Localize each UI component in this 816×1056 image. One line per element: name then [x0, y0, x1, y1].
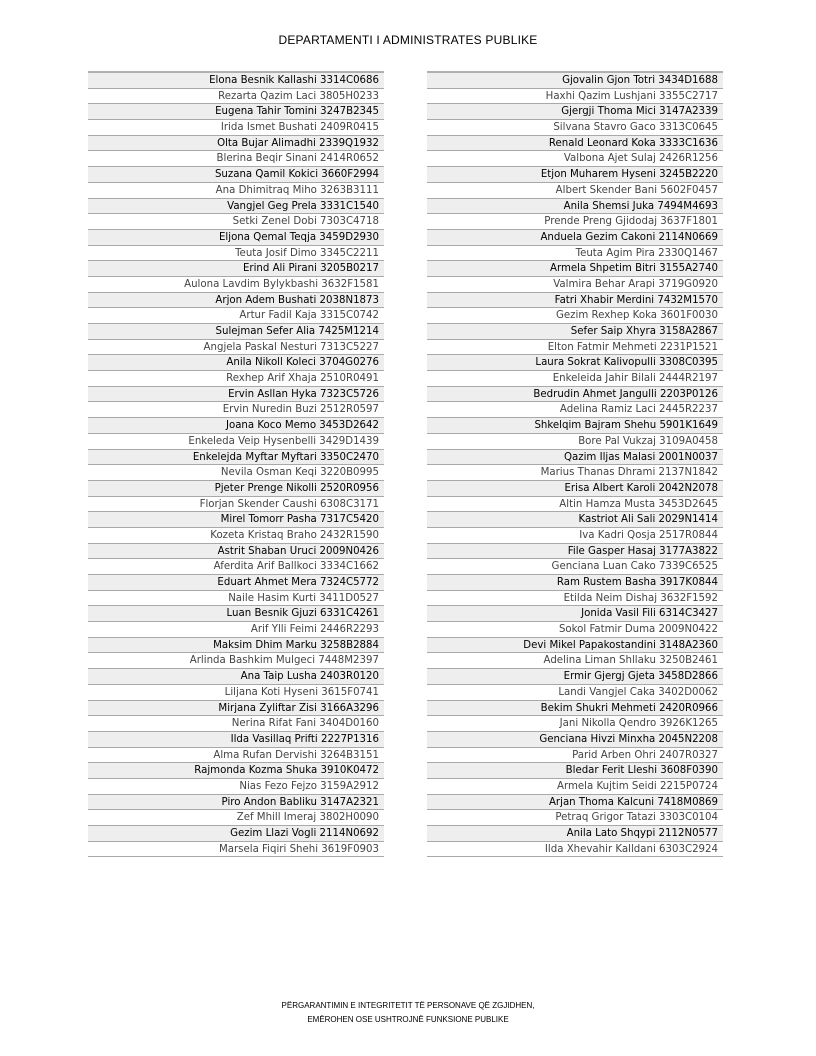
- list-item: Vangjel Geg Prela 3331C1540: [88, 199, 384, 215]
- list-item: Iva Kadri Qosja 2517R0844: [427, 528, 723, 544]
- list-item: Adelina Liman Shllaku 3250B2461: [427, 653, 723, 669]
- list-item: Piro Andon Babliku 3147A2321: [88, 795, 384, 811]
- list-item: Aulona Lavdim Bylykbashi 3632F1581: [88, 277, 384, 293]
- list-item: Teuta Agim Pira 2330Q1467: [427, 246, 723, 262]
- list-item: Jonida Vasil Fili 6314C3427: [427, 606, 723, 622]
- list-item: Sokol Fatmir Duma 2009N0422: [427, 622, 723, 638]
- list-item: Eljona Qemal Teqja 3459D2930: [88, 230, 384, 246]
- footer: [0, 999, 816, 1027]
- list-item: Marsela Fiqiri Shehi 3619F0903: [88, 842, 384, 858]
- list-item: Adelina Ramiz Laci 2445R2237: [427, 402, 723, 418]
- list-item: Rezarta Qazim Laci 3805H0233: [88, 89, 384, 105]
- list-item: Erisa Albert Karoli 2042N2078: [427, 481, 723, 497]
- list-item: File Gasper Hasaj 3177A3822: [427, 544, 723, 560]
- list-item: Gjergji Thoma Mici 3147A2339: [427, 104, 723, 120]
- list-item: Ervin Asllan Hyka 7323C5726: [88, 387, 384, 403]
- list-item: Landi Vangjel Caka 3402D0062: [427, 685, 723, 701]
- list-item: Parid Arben Ohri 2407R0327: [427, 748, 723, 764]
- list-item: Arjan Thoma Kalcuni 7418M0869: [427, 795, 723, 811]
- list-item: Anila Shemsi Juka 7494M4693: [427, 199, 723, 215]
- list-item: Elona Besnik Kallashi 3314C0686: [88, 73, 384, 89]
- list-item: Liljana Koti Hyseni 3615F0741: [88, 685, 384, 701]
- list-item: Aferdita Arif Ballkoci 3334C1662: [88, 559, 384, 575]
- list-item: Anila Nikoll Koleci 3704G0276: [88, 355, 384, 371]
- list-item: Rajmonda Kozma Shuka 3910K0472: [88, 763, 384, 779]
- list-item: Alma Rufan Dervishi 3264B3151: [88, 748, 384, 764]
- list-item: Nevila Osman Keqi 3220B0995: [88, 465, 384, 481]
- list-item: Kozeta Kristaq Braho 2432R1590: [88, 528, 384, 544]
- list-item: Naile Hasim Kurti 3411D0527: [88, 591, 384, 607]
- list-item: Blerina Beqir Sinani 2414R0652: [88, 151, 384, 167]
- list-item: Ram Rustem Basha 3917K0844: [427, 575, 723, 591]
- list-item: Suzana Qamil Kokici 3660F2994: [88, 167, 384, 183]
- page-title: DEPARTAMENTI I ADMINISTRATES PUBLIKE: [278, 33, 538, 47]
- list-item: Luan Besnik Gjuzi 6331C4261: [88, 606, 384, 622]
- list-item: Prende Preng Gjidodaj 3637F1801: [427, 214, 723, 230]
- list-item: Elton Fatmir Mehmeti 2231P1521: [427, 340, 723, 356]
- list-item: Pjeter Prenge Nikolli 2520R0956: [88, 481, 384, 497]
- list-item: Nias Fezo Fejzo 3159A2912: [88, 779, 384, 795]
- list-item: Ana Dhimitraq Miho 3263B3111: [88, 183, 384, 199]
- list-item: Armela Kujtim Seidi 2215P0724: [427, 779, 723, 795]
- list-item: Haxhi Qazim Lushjani 3355C2717: [427, 89, 723, 105]
- list-item: Kastriot Ali Sali 2029N1414: [427, 512, 723, 528]
- list-item: Florjan Skender Caushi 6308C3171: [88, 497, 384, 513]
- list-item: Renald Leonard Koka 3333C1636: [427, 136, 723, 152]
- list-item: Bore Pal Vukzaj 3109A0458: [427, 434, 723, 450]
- list-item: Setki Zenel Dobi 7303C4718: [88, 214, 384, 230]
- list-item: Mirel Tomorr Pasha 7317C5420: [88, 512, 384, 528]
- list-item: Mirjana Zyliftar Zisi 3166A3296: [88, 701, 384, 717]
- list-item: Olta Bujar Alimadhi 2339Q1932: [88, 136, 384, 152]
- list-item: Enkeleda Veip Hysenbelli 3429D1439: [88, 434, 384, 450]
- list-item: Armela Shpetim Bitri 3155A2740: [427, 261, 723, 277]
- list-item: Genciana Luan Cako 7339C6525: [427, 559, 723, 575]
- list-item: Arif Ylli Feimi 2446R2293: [88, 622, 384, 638]
- list-item: Laura Sokrat Kalivopulli 3308C0395: [427, 355, 723, 371]
- list-item: Sulejman Sefer Alia 7425M1214: [88, 324, 384, 340]
- list-item: Enkeleida Jahir Bilali 2444R2197: [427, 371, 723, 387]
- list-item: Gezim Llazi Vogli 2114N0692: [88, 826, 384, 842]
- list-item: Anduela Gezim Cakoni 2114N0669: [427, 230, 723, 246]
- list-item: Nerina Rifat Fani 3404D0160: [88, 716, 384, 732]
- list-item: Sefer Saip Xhyra 3158A2867: [427, 324, 723, 340]
- list-item: Bledar Ferit Lleshi 3608F0390: [427, 763, 723, 779]
- list-item: Astrit Shaban Uruci 2009N0426: [88, 544, 384, 560]
- list-item: Altin Hamza Musta 3453D2645: [427, 497, 723, 513]
- list-item: Valmira Behar Arapi 3719G0920: [427, 277, 723, 293]
- list-item: Anila Lato Shqypi 2112N0577: [427, 826, 723, 842]
- list-item: Etilda Neim Dishaj 3632F1592: [427, 591, 723, 607]
- list-item: Ilda Xhevahir Kalldani 6303C2924: [427, 842, 723, 858]
- list-item: Ana Taip Lusha 2403R0120: [88, 669, 384, 685]
- list-item: Enkelejda Myftar Myftari 3350C2470: [88, 450, 384, 466]
- left-name-list: [88, 71, 384, 857]
- list-item: Fatri Xhabir Merdini 7432M1570: [427, 293, 723, 309]
- footer-line-2: EMËROHEN OSE USHTROJNË FUNKSIONE PUBLIKE: [307, 1015, 509, 1024]
- list-item: Eugena Tahir Tomini 3247B2345: [88, 104, 384, 120]
- right-name-list: [427, 71, 723, 857]
- list-item: Etjon Muharem Hyseni 3245B2220: [427, 167, 723, 183]
- list-item: Maksim Dhim Marku 3258B2884: [88, 638, 384, 654]
- list-item: Erind Ali Pirani 3205B0217: [88, 261, 384, 277]
- list-item: Petraq Grigor Tatazi 3303C0104: [427, 810, 723, 826]
- list-item: Bekim Shukri Mehmeti 2420R0966: [427, 701, 723, 717]
- list-item: Gezim Rexhep Koka 3601F0030: [427, 308, 723, 324]
- list-item: Gjovalin Gjon Totri 3434D1688: [427, 73, 723, 89]
- list-item: Marius Thanas Dhrami 2137N1842: [427, 465, 723, 481]
- list-item: Angjela Paskal Nesturi 7313C5227: [88, 340, 384, 356]
- list-item: Artur Fadil Kaja 3315C0742: [88, 308, 384, 324]
- list-item: Irida Ismet Bushati 2409R0415: [88, 120, 384, 136]
- list-item: Joana Koco Memo 3453D2642: [88, 418, 384, 434]
- footer-line-1: PËRGARANTIMIN E INTEGRITETIT TË PERSONAVE QË ZGJIDHEN,: [281, 1001, 535, 1010]
- list-item: Bedrudin Ahmet Jangulli 2203P0126: [427, 387, 723, 403]
- list-item: Shkelqim Bajram Shehu 5901K1649: [427, 418, 723, 434]
- list-item: Ervin Nuredin Buzi 2512R0597: [88, 402, 384, 418]
- list-item: Jani Nikolla Qendro 3926K1265: [427, 716, 723, 732]
- list-item: Qazim Iljas Malasi 2001N0037: [427, 450, 723, 466]
- list-item: Arjon Adem Bushati 2038N1873: [88, 293, 384, 309]
- list-item: Devi Mikel Papakostandini 3148A2360: [427, 638, 723, 654]
- list-item: Ilda Vasillaq Prifti 2227P1316: [88, 732, 384, 748]
- list-item: Teuta Josif Dimo 3345C2211: [88, 246, 384, 262]
- list-item: Rexhep Arif Xhaja 2510R0491: [88, 371, 384, 387]
- list-item: Arlinda Bashkim Mulgeci 7448M2397: [88, 653, 384, 669]
- list-item: Eduart Ahmet Mera 7324C5772: [88, 575, 384, 591]
- list-item: Silvana Stavro Gaco 3313C0645: [427, 120, 723, 136]
- list-item: Albert Skender Bani 5602F0457: [427, 183, 723, 199]
- list-item: Genciana Hivzi Minxha 2045N2208: [427, 732, 723, 748]
- list-item: Ermir Gjergj Gjeta 3458D2866: [427, 669, 723, 685]
- list-item: Valbona Ajet Sulaj 2426R1256: [427, 151, 723, 167]
- list-item: Zef Mhill Imeraj 3802H0090: [88, 810, 384, 826]
